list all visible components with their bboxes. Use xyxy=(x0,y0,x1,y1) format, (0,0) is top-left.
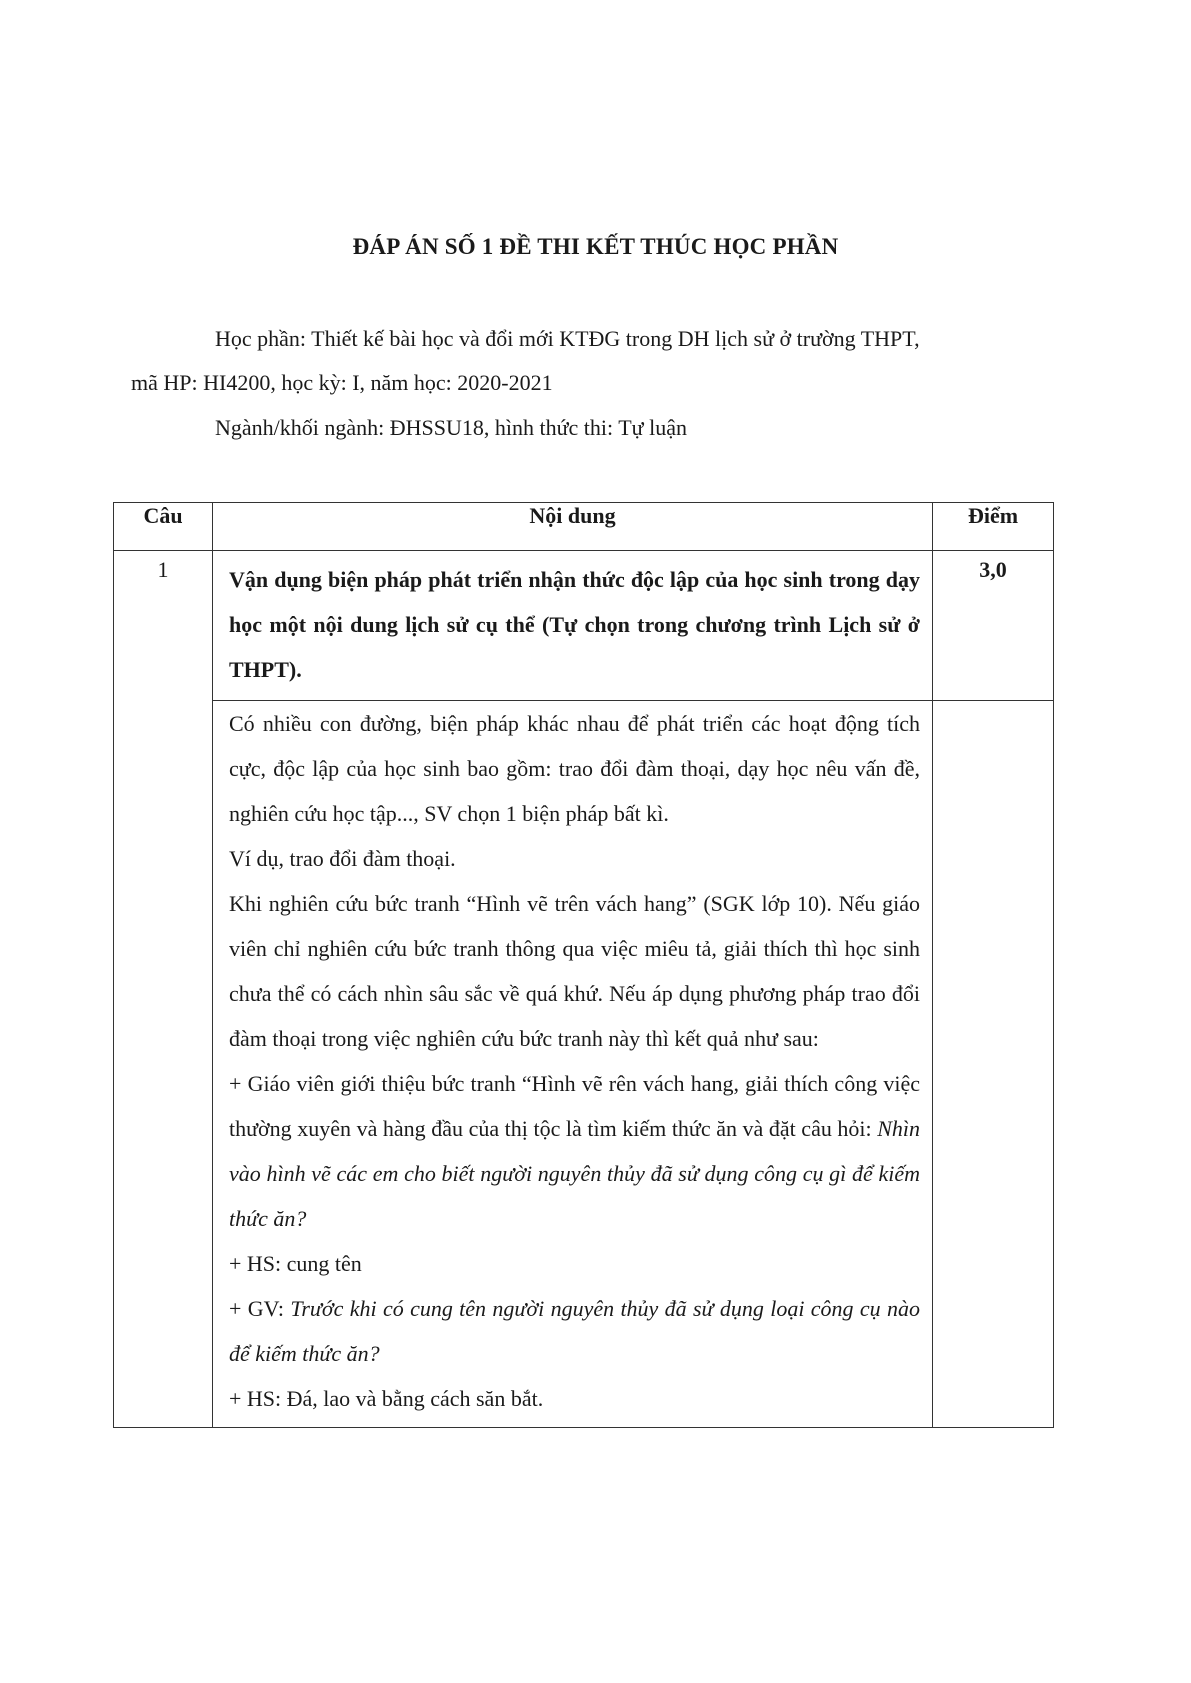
student-answer-1: + HS: cung tên xyxy=(229,1251,362,1276)
course-info-line-3: Ngành/khối ngành: ĐHSSU18, hình thức thi: Tự luận xyxy=(215,415,687,440)
table-header-row xyxy=(114,503,1054,551)
course-info-line-1: Học phần: Thiết kế bài học và đổi mới KTĐG trong DH lịch sử ở trường THPT, xyxy=(215,326,920,351)
course-info-line-2: mã HP: HI4200, học kỳ: I, năm học: 2020-2021 xyxy=(131,370,553,395)
question-number: 1 xyxy=(114,551,213,1428)
student-answer-2: + HS: Đá, lao và bằng cách săn bắt. xyxy=(229,1386,544,1411)
question-row xyxy=(114,551,1054,701)
document-title: ĐÁP ÁN SỐ 1 ĐỀ THI KẾT THÚC HỌC PHẦN xyxy=(352,234,839,259)
answer-row xyxy=(114,701,1054,1428)
answer-paragraph-1: Có nhiều con đường, biện pháp khác nhau để phát triển các hoạt động tích cực, độc lập của học sinh bao gồm: trao đổi đàm thoại, dạy học nêu vấn đề, nghiên cứu học tập..., SV chọn 1 biện pháp bất kì. xyxy=(229,711,920,826)
answer-score-cell xyxy=(933,701,1054,1428)
teacher-question-2: Trước khi có cung tên người nguyên thủy đã sử dụng loại công cụ nào để kiếm thức ăn? xyxy=(229,1296,920,1366)
teacher-question-1: Nhìn vào hình vẽ các em cho biết người nguyên thủy đã sử dụng công cụ gì để kiếm thức ăn? xyxy=(229,1116,920,1231)
answer-content xyxy=(213,701,933,1428)
question-score: 3,0 xyxy=(933,551,1054,701)
teacher-intro-text: + Giáo viên giới thiệu bức tranh “Hình vẽ rên vách hang, giải thích công việc thường xuyên và hàng đầu của thị tộc là tìm kiếm thức ăn và đặt câu hỏi: xyxy=(229,1071,920,1141)
answer-paragraph-2: Ví dụ, trao đổi đàm thoại. xyxy=(229,846,456,871)
teacher-label: + GV: xyxy=(229,1296,291,1321)
header-question: Câu xyxy=(114,503,213,551)
header-content: Nội dung xyxy=(213,503,933,551)
answer-paragraph-4 xyxy=(229,1061,920,1241)
answer-paragraph-3: Khi nghiên cứu bức tranh “Hình vẽ trên vách hang” (SGK lớp 10). Nếu giáo viên chỉ nghiên cứu bức tranh thông qua việc miêu tả, giải thích thì học sinh chưa thể có cách nhìn sâu sắc về quá khứ. Nếu áp dụng phương pháp trao đổi đàm thoại trong việc nghiên cứu bức tranh này thì kết quả như sau: xyxy=(229,891,920,1051)
header-score: Điểm xyxy=(933,503,1054,551)
answer-table xyxy=(113,502,1054,1428)
answer-paragraph-6 xyxy=(229,1286,920,1376)
question-text: Vận dụng biện pháp phát triển nhận thức độc lập của học sinh trong dạy học một nội dung lịch sử cụ thể (Tự chọn trong chương trình Lịch sử ở THPT). xyxy=(213,551,933,701)
